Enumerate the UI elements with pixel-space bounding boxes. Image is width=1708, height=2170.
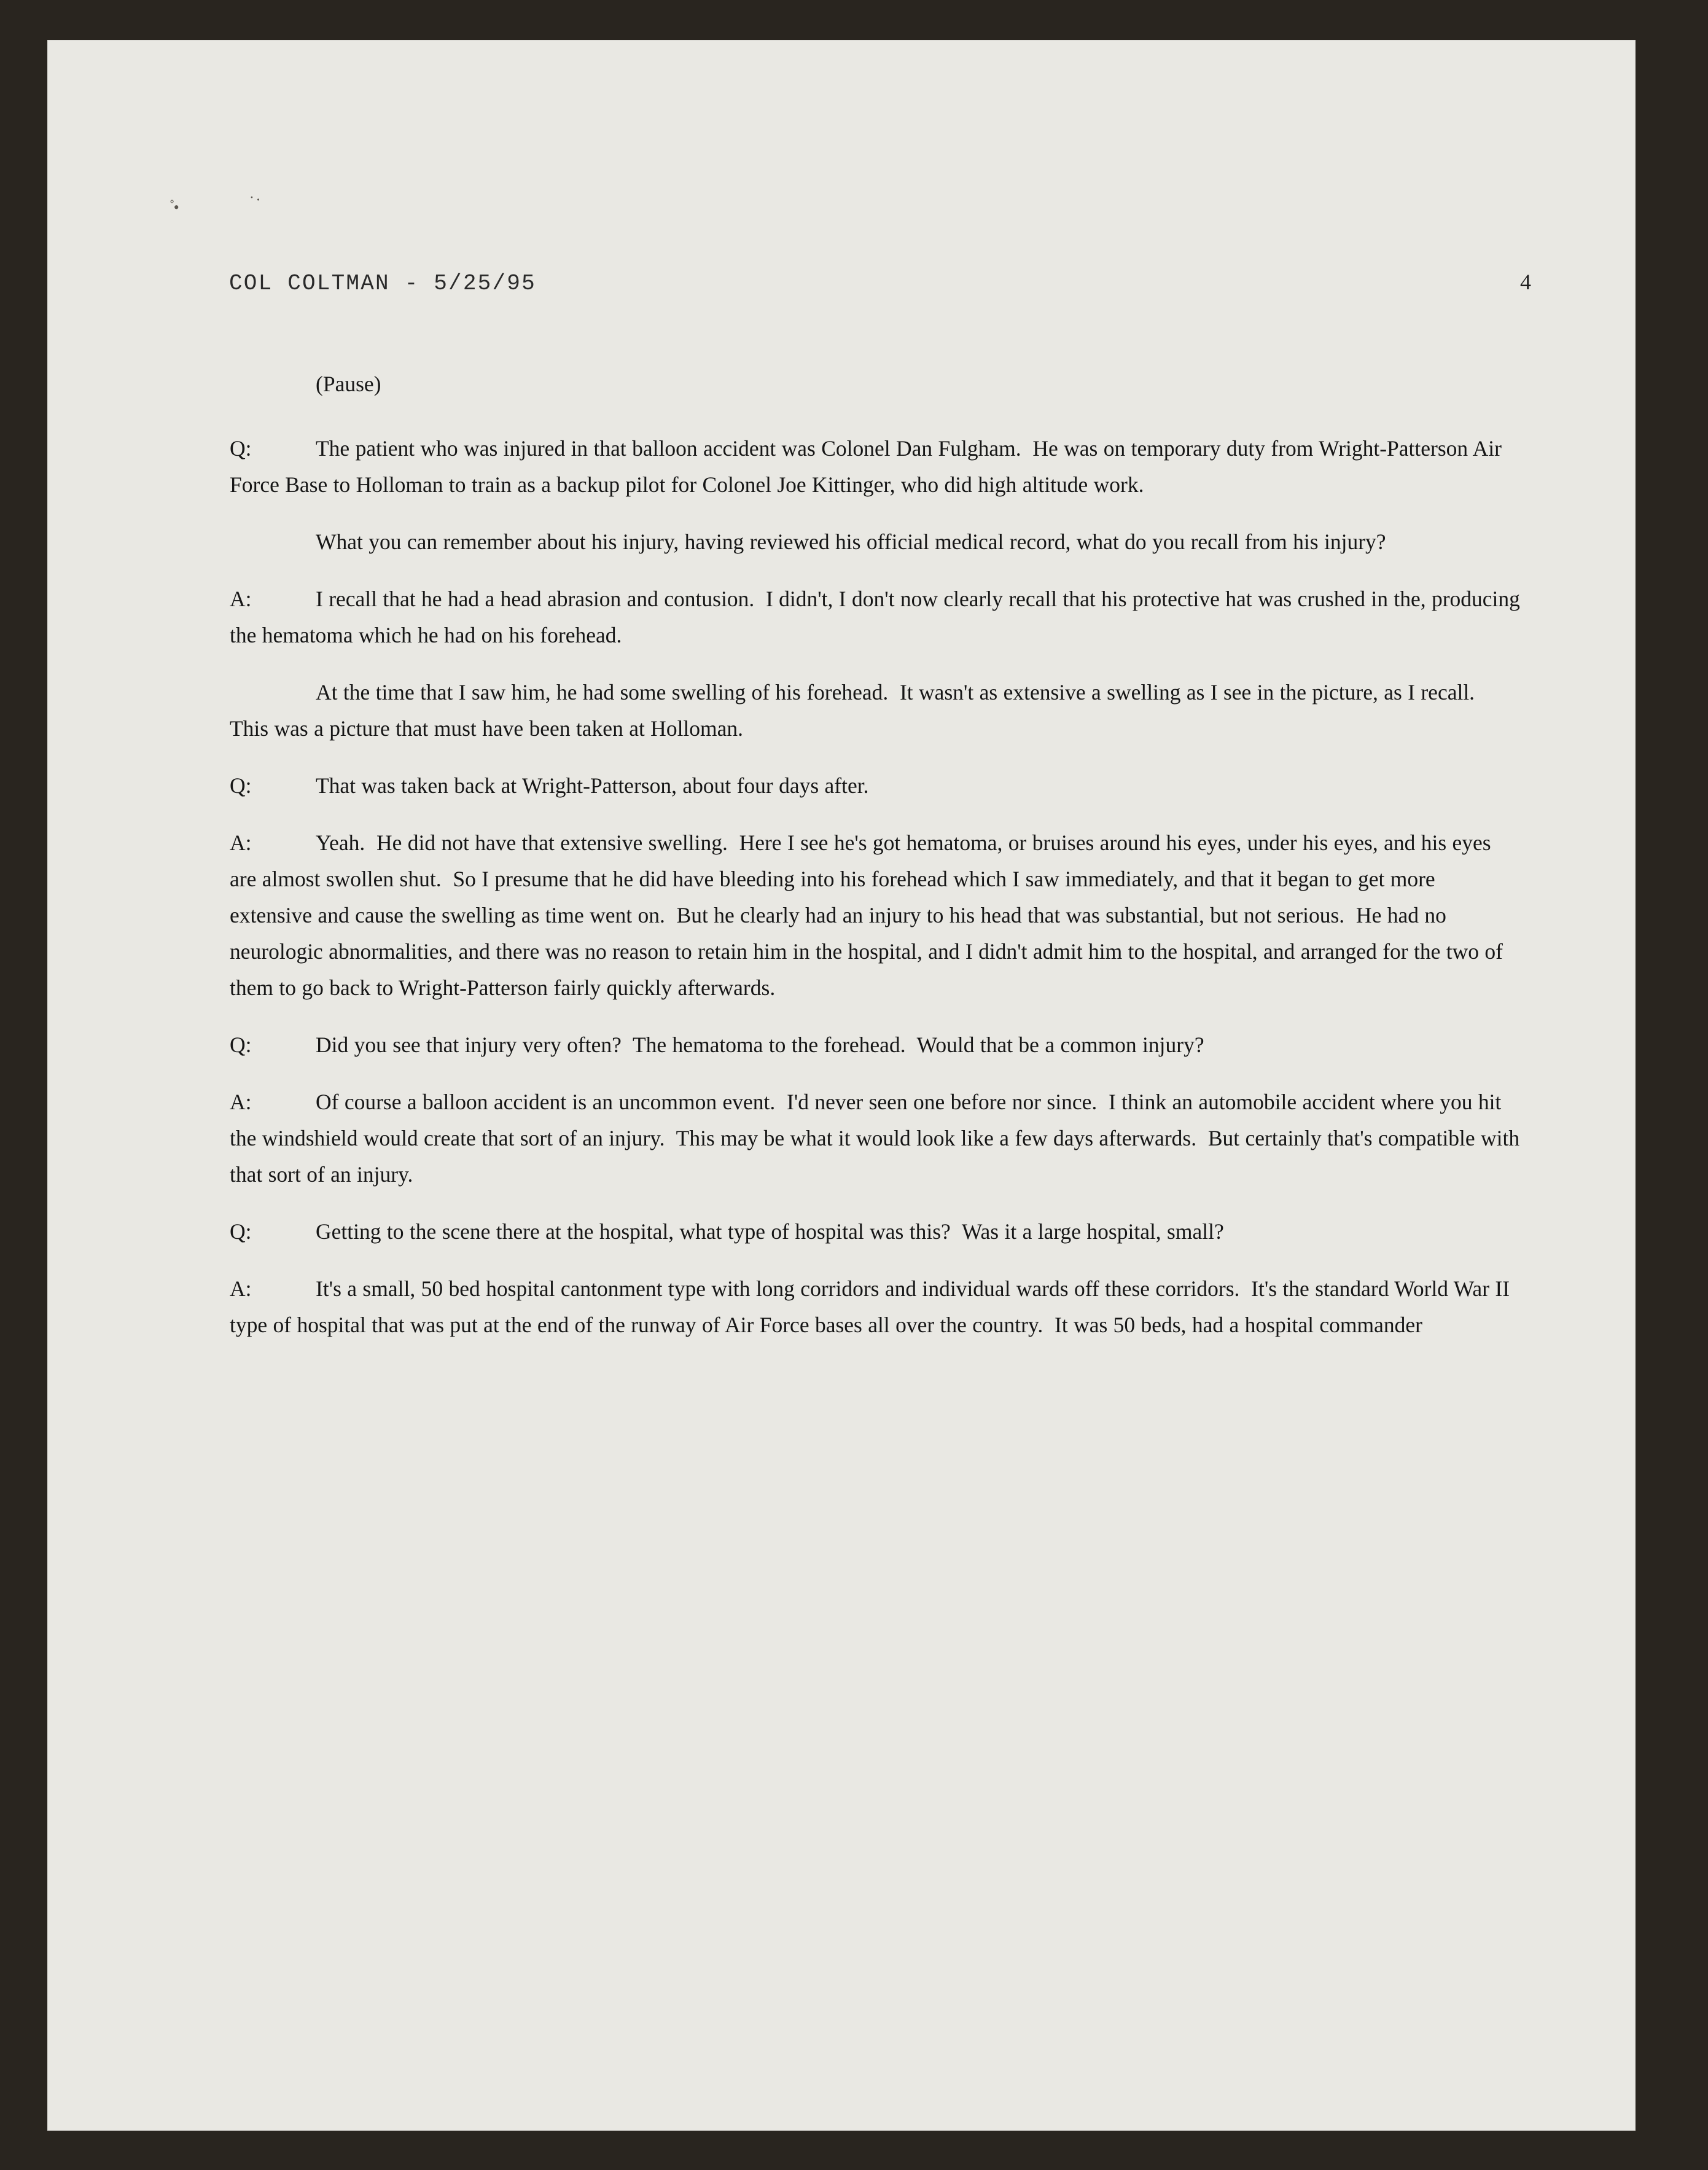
paragraph-a2	[230, 825, 1523, 1006]
paragraph-text: I recall that he had a head abrasion and contusion. I didn't, I don't now clearly recall that his protective hat was crushed in the, producing the hematoma which he had on his forehead.	[230, 587, 1526, 647]
paragraph-text: That was taken back at Wright-Patterson, about four days after.	[316, 773, 869, 798]
page-header	[229, 269, 1531, 296]
paragraph-text: Did you see that injury very often? The hematoma to the forehead. Would that be a common injury?	[316, 1032, 1204, 1057]
speaker-label: A:	[230, 1276, 252, 1301]
paragraph-text: It's a small, 50 bed hospital cantonment type with long corridors and individual wards off these corridors. It's the standard World War II type of hospital that was put at the end of the runway of Air Force bases all over the country. It was 50 beds, had a hospital commander	[230, 1276, 1516, 1337]
scan-speck-right-mark: ˙·	[248, 190, 264, 211]
speaker-label: A:	[230, 587, 252, 611]
transcript-body	[230, 366, 1526, 1364]
speaker-label: Q:	[230, 1219, 252, 1244]
paragraph-text: Yeah. He did not have that extensive swelling. Here I see he's got hematoma, or bruises around his eyes, under his eyes, and his eyes are almost swollen shut. So I presume that he did have bleeding into his forehead which I saw immediately, and that it began to get more extensive and cause the swelling as time went on. But he clearly had an injury to his head that was substantial, but not serious. He had no neurologic abnormalities, and there was no reason to retain him in the hospital, and I didn't admit him to the hospital, and arranged for the two of them to go back to Wright-Patterson fairly quickly afterwards.	[230, 830, 1509, 1000]
speaker-label: A:	[230, 830, 252, 855]
speaker-label: Q:	[230, 1032, 252, 1057]
paragraph-text: Of course a balloon accident is an uncommon event. I'd never seen one before nor since. I think an automobile accident where you hit the windshield would create that sort of an injury. This may be what it would look like a few days afterwards. But certainly that's compatible with that sort of an injury.	[230, 1090, 1526, 1187]
paragraph-a3	[230, 1084, 1526, 1193]
page-content	[48, 41, 1635, 2130]
paragraph-a1	[230, 581, 1526, 654]
paragraph-text: At the time that I saw him, he had some swelling of his forehead. It wasn't as extensive a swelling as I see in the picture, as I recall. This was a picture that must have been taken at Holloman.	[230, 680, 1486, 741]
speaker-label: A:	[230, 1090, 252, 1114]
paragraph-text: What you can remember about his injury, having reviewed his official medical record, what do you recall from his injury?	[316, 529, 1386, 554]
paragraph-a1-cont	[230, 674, 1523, 747]
page-number: 4	[1520, 270, 1531, 294]
paragraph-q3	[230, 1027, 1523, 1063]
scan-speck-left-mark: ˚•	[166, 197, 181, 217]
speaker-label: Q:	[230, 436, 252, 461]
paragraph-q1	[230, 431, 1523, 503]
document-title: COL COLTMAN - 5/25/95	[229, 271, 536, 296]
paragraph-text: (Pause)	[316, 372, 381, 396]
paragraph-pause	[230, 366, 1523, 402]
paragraph-a4	[230, 1271, 1523, 1343]
paragraph-text: The patient who was injured in that balloon accident was Colonel Dan Fulgham. He was on temporary duty from Wright-Patterson Air Force Base to Holloman to train as a backup pilot for Colonel Joe Kittinger, who did high altitude work.	[230, 436, 1508, 497]
paragraph-text: Getting to the scene there at the hospital, what type of hospital was this? Was it a large hospital, small?	[316, 1219, 1224, 1244]
paragraph-q1-cont	[230, 524, 1523, 560]
document-page	[48, 41, 1635, 2130]
speaker-label: Q:	[230, 773, 252, 798]
paragraph-q4	[230, 1214, 1523, 1250]
paragraph-q2	[230, 768, 1523, 804]
